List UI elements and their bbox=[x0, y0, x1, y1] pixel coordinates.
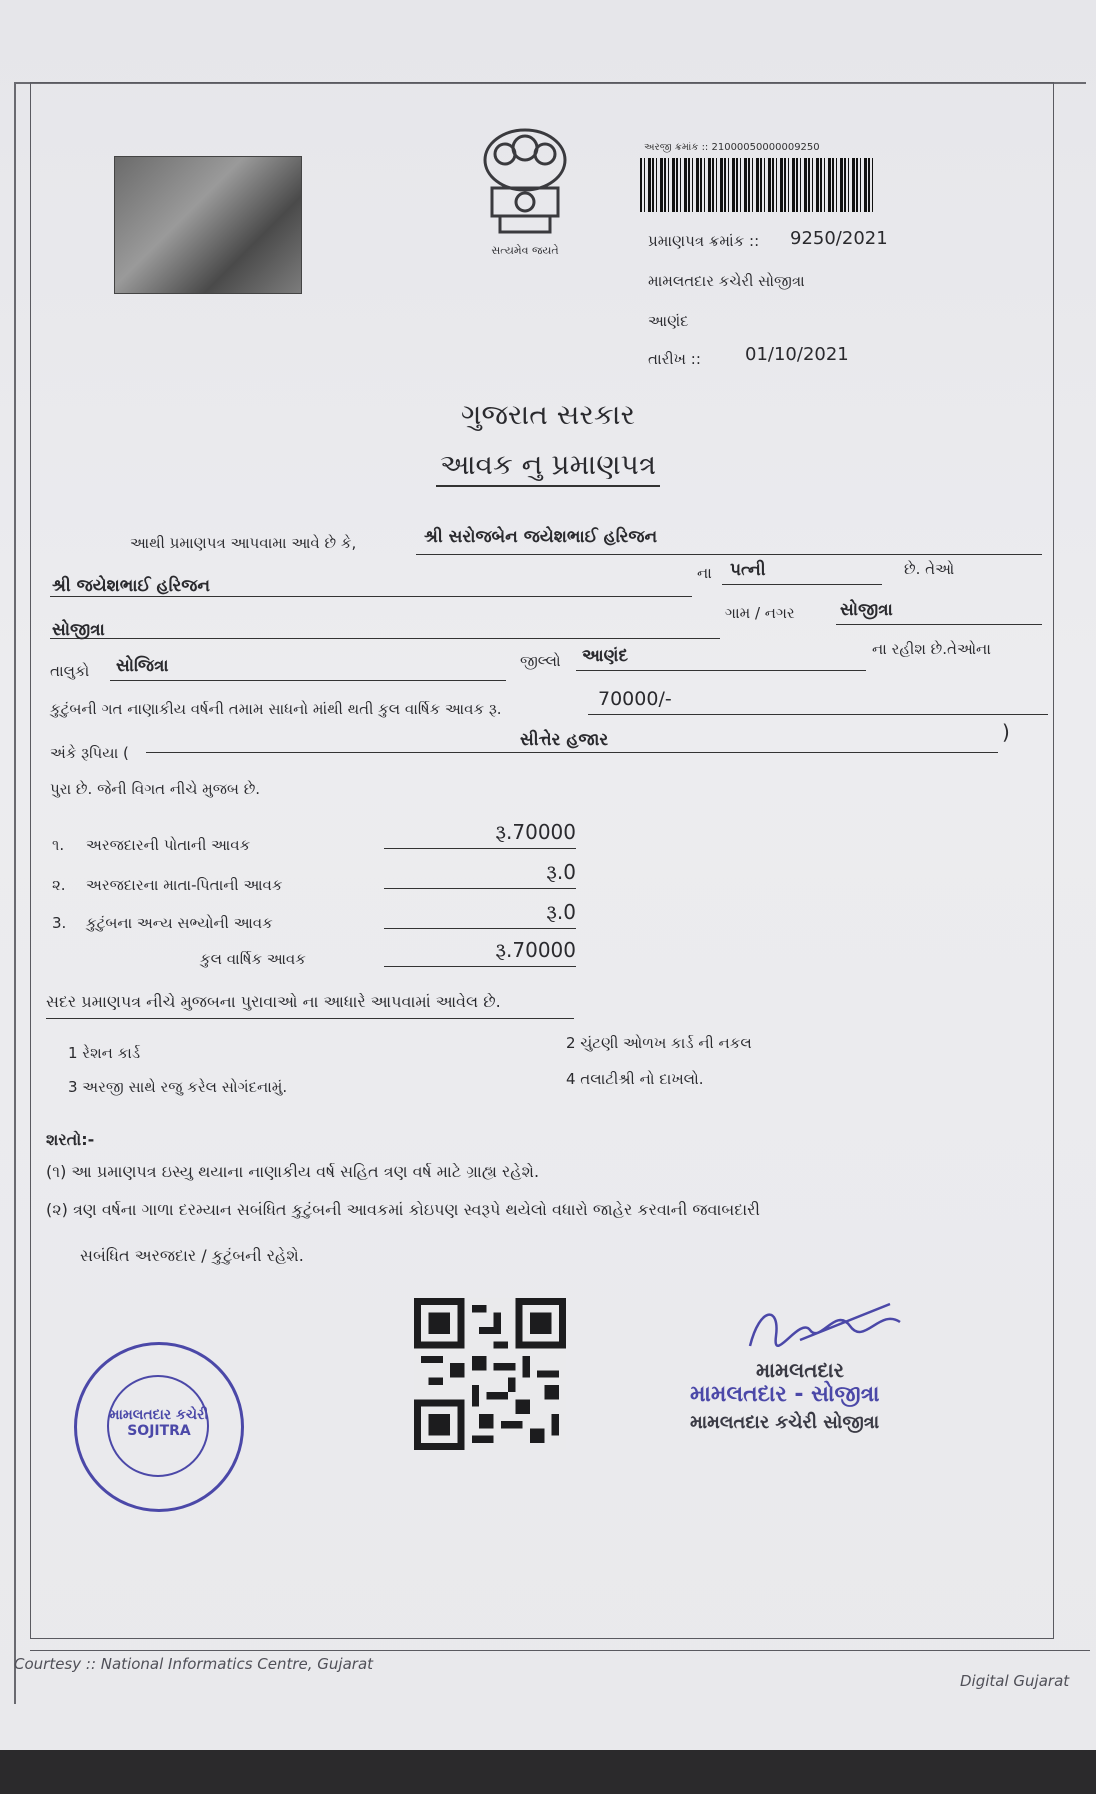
office-name: મામલતદાર કચેરી સોજીત્રા bbox=[648, 272, 805, 290]
row-value: રૂ.0 bbox=[384, 860, 576, 889]
title-government: ગુજરાત સરકાર bbox=[461, 398, 635, 431]
evidence-item: 4 તલાટીશ્રી નો દાખલો. bbox=[566, 1070, 704, 1088]
village2-line bbox=[50, 612, 720, 639]
row-num: ૧. bbox=[52, 836, 65, 854]
taluka: સોજિત્રા bbox=[116, 656, 169, 676]
cert-no-label: પ્રમાણપત્ર ક્રમાંક :: bbox=[648, 232, 760, 250]
relation: પત્ની bbox=[730, 560, 766, 580]
che-teo: છે. તેઓ bbox=[904, 560, 955, 578]
cert-no: 9250/2021 bbox=[790, 228, 888, 249]
row-label: અરજદારની પોતાની આવક bbox=[86, 836, 251, 854]
term-1: (૧) આ પ્રમાણપત્ર ઇસ્યુ થયાના નાણાકીય વર્ષ સહિત ત્રણ વર્ષ માટે ગ્રાહ્ય રહેશે. bbox=[46, 1162, 540, 1181]
state-emblem-icon bbox=[470, 122, 580, 262]
evidence-item: 3 અરજી સાથે રજુ કરેલ સોગંદનામું. bbox=[68, 1078, 288, 1096]
village-2: સોજીત્રા bbox=[52, 620, 105, 640]
signature-scribble bbox=[740, 1296, 920, 1360]
office-district: આણંદ bbox=[648, 312, 689, 330]
row-label: અરજદારના માતા-પિતાની આવક bbox=[86, 876, 283, 894]
evidence-heading: સદર પ્રમાણપત્ર નીચે મુજબના પુરાવાઓ ના આધારે આપવામાં આવેલ છે. bbox=[46, 992, 574, 1019]
village-label: ગામ / નગર bbox=[725, 604, 795, 622]
income-value: 70000/- bbox=[598, 688, 672, 710]
words-label: અંકે રૂપિયા ( bbox=[50, 744, 129, 762]
row-num: ૨. bbox=[52, 876, 66, 894]
signatory-office: મામલતદાર કચેરી સોજીત્રા bbox=[690, 1412, 880, 1433]
income-text: કુટુંબની ગત નાણાકીય વર્ષની તમામ સાધનો માંથી થતી કુલ વાર્ષિક આવક રૂ. bbox=[50, 700, 502, 718]
signatory-title: મામલતદાર bbox=[756, 1358, 844, 1382]
application-no: અરજી ક્રમાંક :: 21000050000009250 bbox=[644, 142, 820, 153]
office-seal bbox=[74, 1342, 244, 1512]
footer-rule bbox=[30, 1650, 1090, 1651]
seal-text: મામલતદાર કચેરી SOJITRA bbox=[109, 1407, 209, 1439]
signatory-stamp: મામલતદાર - સોજીત્રા bbox=[690, 1382, 880, 1407]
na-label: ના bbox=[697, 564, 712, 582]
qr-code bbox=[414, 1298, 566, 1450]
evidence-item: 1 રેશન કાર્ડ bbox=[68, 1044, 141, 1062]
amount-words: સીત્તેર હજાર bbox=[520, 730, 609, 750]
issue-date: 01/10/2021 bbox=[745, 344, 849, 365]
term-2-cont: સબંધિત અરજદાર / કુટુંબની રહેશે. bbox=[80, 1246, 304, 1265]
intro-text: આથી પ્રમાણપત્ર આપવામા આવે છે કે, bbox=[130, 534, 357, 552]
husband-name: શ્રી જયેશભાઈ હરિજન bbox=[52, 576, 211, 596]
close-paren: ) bbox=[1002, 720, 1010, 744]
district: આણંદ bbox=[582, 646, 628, 666]
taluka-label: તાલુકો bbox=[50, 662, 90, 680]
row-value: રૂ.0 bbox=[384, 900, 576, 929]
taluka-line bbox=[110, 654, 506, 681]
total-label: કુલ વાર્ષિક આવક bbox=[200, 950, 306, 968]
title-certificate: આવક નુ પ્રમાણપત્ર bbox=[0, 448, 1096, 482]
footer-brand: Digital Gujarat bbox=[960, 1672, 1070, 1690]
row-label: કુટુંબના અન્ય સભ્યોની આવક bbox=[86, 914, 273, 932]
applicant-photo bbox=[114, 156, 302, 294]
details-line: પુરા છે. જેની વિગત નીચે મુજબ છે. bbox=[50, 780, 261, 798]
district-label: જીલ્લો bbox=[520, 652, 561, 670]
terms-heading: શરતો:- bbox=[46, 1130, 95, 1149]
resident-text: ના રહીશ છે.તેઓના bbox=[872, 640, 991, 658]
row-num: 3. bbox=[52, 914, 67, 932]
applicant-name: શ્રી સરોજબેન જયેશભાઈ હરિજન bbox=[424, 527, 658, 547]
row-value: રૂ.70000 bbox=[384, 820, 576, 849]
village: સોજીત્રા bbox=[840, 600, 893, 620]
emblem-caption: સત્યમેવ જયતે bbox=[491, 244, 559, 257]
footer-courtesy: Courtesy :: National Informatics Centre, Gujarat bbox=[14, 1655, 374, 1673]
total-value: રૂ.70000 bbox=[384, 938, 576, 967]
term-2: (૨) ત્રણ વર્ષના ગાળા દરમ્યાન સબંધિત કુટુંબની આવકમાં કોઇપણ સ્વરૂપે થયેલો વધારો જાહેર કરવાની જવાબદારી bbox=[46, 1200, 760, 1219]
barcode bbox=[640, 158, 876, 212]
evidence-item: 2 ચુંટણી ઓળખ કાર્ડ ની નકલ bbox=[566, 1034, 752, 1052]
date-label: તારીખ :: bbox=[648, 350, 701, 368]
